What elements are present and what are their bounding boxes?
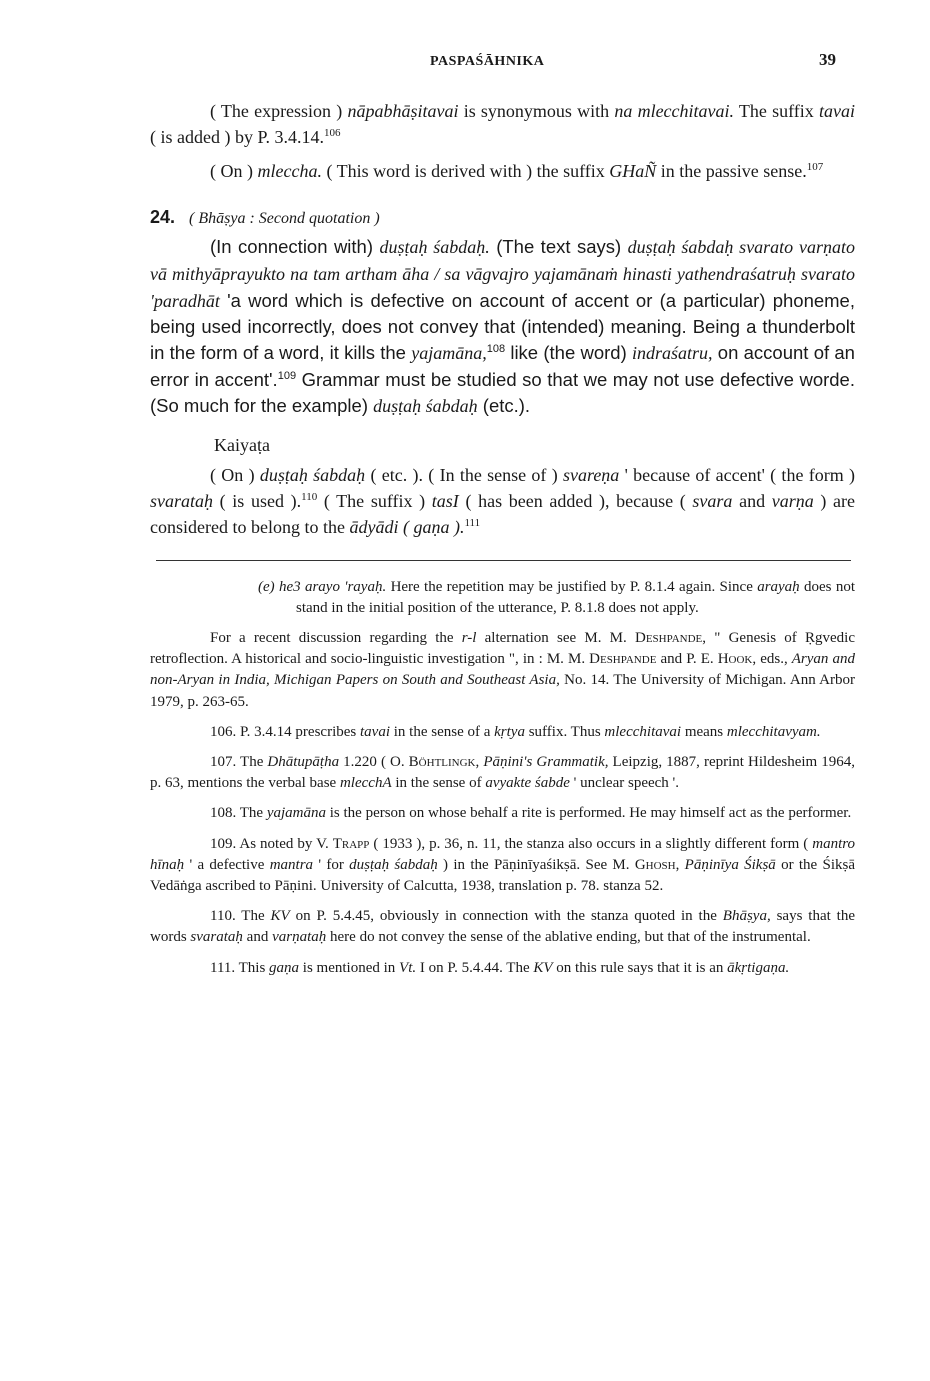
footnote-ref: 109	[277, 369, 297, 382]
paragraph-bhasya-quotation: (In connection with) duṣṭaḥ śabdaḥ. (The text says) duṣṭaḥ śabdaḥ svarato varṇato vā mithyāprayukto na tam artham āha / sa vāgvajro yajamānaṁ hinasti yathendraśatruḥ svarato 'paradhāt 'a word which is defective on account of accent or (a particular) phoneme, being used incorrectly, does not convey that (intended) meaning. Being a thunderbolt in the form of a word, it kills the yajamāna,$^{108}$ like (the word) indraśatru, on account of an error in accent'.$^{109}$ Grammar must be studied so that we may not use defective worde. (So much for the example) duṣṭaḥ śabdaḥ (etc.).	[150, 236, 855, 416]
footnote-111: 111. This gaṇa is mentioned in Vt. I on P. 5.4.44. The KV on this rule says that it is an ākṛtigaṇa.	[210, 959, 790, 976]
footnote-divider	[156, 560, 851, 561]
footnote-ref: 107	[806, 161, 824, 173]
footnote-110: 110. The KV on P. 5.4.45, obviously in connection with the stanza quoted in the Bhāṣya, says that the words svarataḥ and varṇataḥ here do not convey the sense of the ablative ending, but that of the instrumental.	[150, 908, 855, 946]
footnote-108: 108. The yajamāna is the person on whose behalf a rite is performed. He may himself act as the performer.	[210, 805, 852, 822]
running-title: PASPAŚĀHNIKA	[430, 54, 545, 69]
section-heading	[150, 206, 855, 230]
section-title: ( Bhāṣya : Second quotation )	[189, 210, 380, 227]
footnote-ref: 111	[464, 516, 481, 529]
footnote-ref: 108	[486, 343, 506, 356]
subheading-kaiyata: Kaiyaṭa	[214, 434, 270, 455]
paragraph-expression: ( The expression ) nāpabhāṣitavai is synonymous with na mlecchitavai. The suffix tavai ( is added ) by P. 3.4.14.$^{106}$	[150, 101, 855, 147]
footnote-ref: 106	[324, 127, 341, 139]
page-number: 39	[819, 50, 836, 69]
footnote-recent-discussion: For a recent discussion regarding the r-l alternation see M. M. Deshpande, " Genesis of Ṛgvedic retroflection. A historical and socio-linguistic investigation ", in : M. M. Deshpande and P. E. Hook, eds., Aryan and non-Aryan in India, Michigan Papers on South and Southeast Asia, No. 14. The University of Michigan. Ann Arbor 1979, p. 263-65.	[150, 629, 855, 710]
footnote-ref: 110	[301, 490, 318, 503]
page-header	[150, 50, 850, 74]
footnote-109: 109. As noted by V. Trapp ( 1933 ), p. 36, n. 11, the stanza also occurs in a slightly different form ( mantro hīnaḥ ' a defective mantra ' for duṣṭaḥ śabdaḥ ) in the Pāṇinīyaśikṣā. See M. Ghosh, Pāṇinīya Śikṣā or the Śikṣā Vedāṅga ascribed to Pāṇini. University of Calcutta, 1938, translation p. 78. stanza 52.	[150, 835, 856, 895]
footnote-e: (e) he3 arayo 'rayaḥ. Here the repetition may be justified by P. 8.1.4 again. Since arayaḥ does not stand in the initial position of the utterance, P. 8.1.8 does not apply.	[258, 578, 855, 616]
main-text	[150, 98, 855, 988]
paragraph-mleccha: ( On ) mleccha. ( This word is derived with ) the suffix GHaÑ in the passive sense.$^{107}$	[210, 161, 824, 181]
footnote-107: 107. The Dhātupāṭha 1.220 ( O. Böhtlingk, Pāṇini's Grammatik, Leipzig, 1887, reprint Hildesheim 1964, p. 63, mentions the verbal base mlecchA in the sense of avyakte śabde ' unclear speech '.	[150, 754, 856, 792]
section-number: 24.	[150, 207, 176, 227]
footnote-106: 106. P. 3.4.14 prescribes tavai in the sense of a kṛtya suffix. Thus mlecchitavai means mlecchitavyam.	[210, 723, 821, 740]
paragraph-kaiyata: ( On ) duṣṭaḥ śabdaḥ ( etc. ). ( In the sense of ) svareṇa ' because of accent' ( the form ) svarataḥ ( is used ).$^{110}$ ( The suffix ) tasI ( has been added ), because ( svara and varṇa ) are considered to belong to the ādyādi ( gaṇa ).$^{111}$	[150, 464, 855, 537]
